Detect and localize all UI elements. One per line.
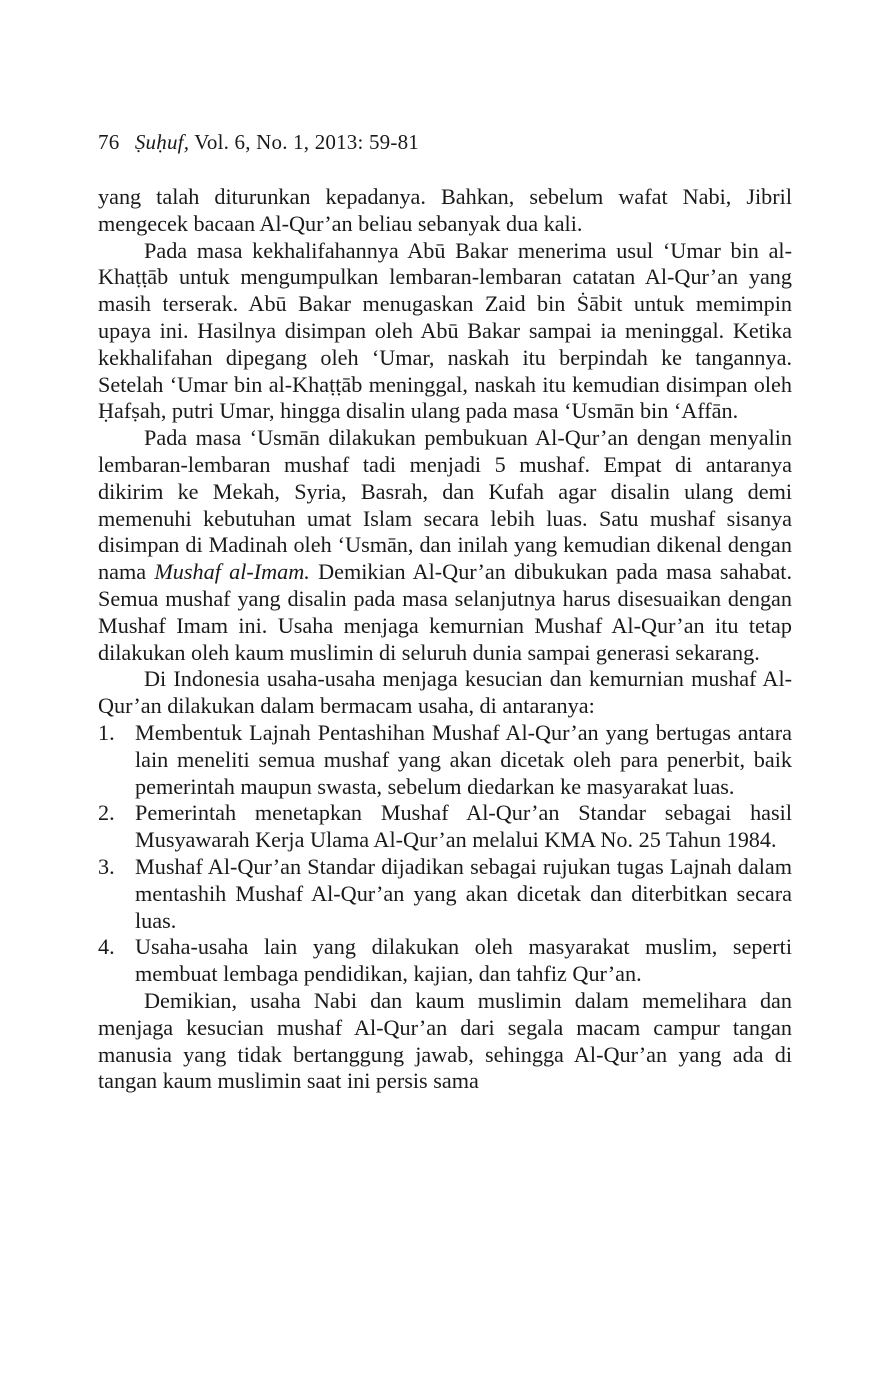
list-item [98, 854, 792, 934]
page-number: 76 [98, 130, 120, 154]
list-item [98, 800, 792, 854]
list-text: Usaha-usaha lain yang dilakukan oleh masyarakat muslim, seperti membuat lembaga pendidikan, kajian, dan tahfiz Qur’an. [135, 934, 792, 987]
list-text: Mushaf Al-Qur’an Standar dijadikan sebagai rujukan tugas Lajnah dalam mentashih Mushaf Al-Qur’an yang akan dicetak dan diterbitkan secara luas. [135, 853, 792, 933]
paragraph-indonesia: Di Indonesia usaha-usaha menjaga kesucian dan kemurnian mushaf Al-Qur’an dilakukan dalam bermacam usaha, di antaranya: [98, 666, 792, 719]
list-text: Pemerintah menetapkan Mushaf Al-Qur’an Standar sebagai hasil Musyawarah Kerja Ulama Al-Qur’an melalui KMA No. 25 Tahun 1984. [135, 800, 792, 853]
list-text: Membentuk Lajnah Pentashihan Mushaf Al-Qur’an yang bertugas antara lain meneliti semua mushaf yang akan dicetak oleh para penerbit, baik pemerintah maupun swasta, sebelum diedarkan ke masyarakat luas. [135, 719, 792, 799]
page [98, 126, 792, 1095]
list-item [98, 934, 792, 988]
paragraph-usman [98, 425, 792, 666]
list-number: 4. [98, 934, 115, 960]
paragraph-usman-part2: Demikian Al-Qur’an dibukukan pada masa sahabat. Semua mushaf yang disalin pada masa selanjutnya harus disesuaikan dengan Mushaf Imam ini. Usaha menjaga kemurnian Mushaf Al-Qur’an itu tetap dilakukan oleh kaum muslimin di seluruh dunia sampai generasi sekarang. [98, 559, 793, 665]
efforts-list [98, 720, 792, 988]
paragraph-abu-bakar: Pada masa kekhalifahannya Abū Bakar menerima usul ‘Umar bin al-Khaṭṭāb untuk mengumpulkan lembaran-lembaran catatan Al-Qur’an yang masih terserak. Abū Bakar menugaskan Zaid bin Ṡābit untuk memimpin upaya ini. Hasilnya disimpan oleh Abū Bakar sampai ia meninggal. Ketika kekhalifahan dipegang oleh ‘Umar, naskah itu berpindah ke tangannya. Setelah ‘Umar bin al-Khaṭṭāb meninggal, naskah itu kemudian disimpan oleh Ḥafṣah, putri Umar, hingga disalin ulang pada masa ‘Usmān bin ‘Affān. [98, 237, 792, 424]
list-number: 1. [98, 719, 115, 745]
running-head [98, 126, 792, 158]
mushaf-al-imam-term: Mushaf al-Imam. [154, 559, 310, 585]
body-text [98, 184, 792, 1095]
paragraph-usman-part1: Pada masa ‘Usmān dilakukan pembukuan Al-Qur’an dengan menyalin lembaran-lembaran mushaf tadi menjadi 5 mushaf. Empat di antaranya dikirim ke Mekah, Syria, Basrah, dan Kufah agar disalin ulang demi memenuhi kebutuhan umat Islam secara lebih luas. Satu mushaf sisanya disimpan di Madinah oleh ‘Usmān, dan inilah yang kemudian dikenal dengan nama [98, 425, 792, 585]
list-item [98, 720, 792, 800]
paragraph-closing: Demikian, usaha Nabi dan kaum muslimin dalam memelihara dan menjaga kesucian mushaf Al-Qur’an dari segala macam campur tangan manusia yang tidak bertanggung jawab, sehingga Al-Qur’an yang ada di tangan kaum muslimin saat ini persis sama [98, 987, 792, 1094]
paragraph-continuation: yang talah diturunkan kepadanya. Bahkan, sebelum wafat Nabi, Jibril mengecek bacaan Al-Qur’an beliau sebanyak dua kali. [98, 184, 792, 236]
list-number: 3. [98, 853, 115, 879]
journal-title: Ṣuḥuf, [134, 130, 190, 154]
citation: Vol. 6, No. 1, 2013: 59-81 [194, 130, 419, 154]
list-number: 2. [98, 800, 115, 826]
